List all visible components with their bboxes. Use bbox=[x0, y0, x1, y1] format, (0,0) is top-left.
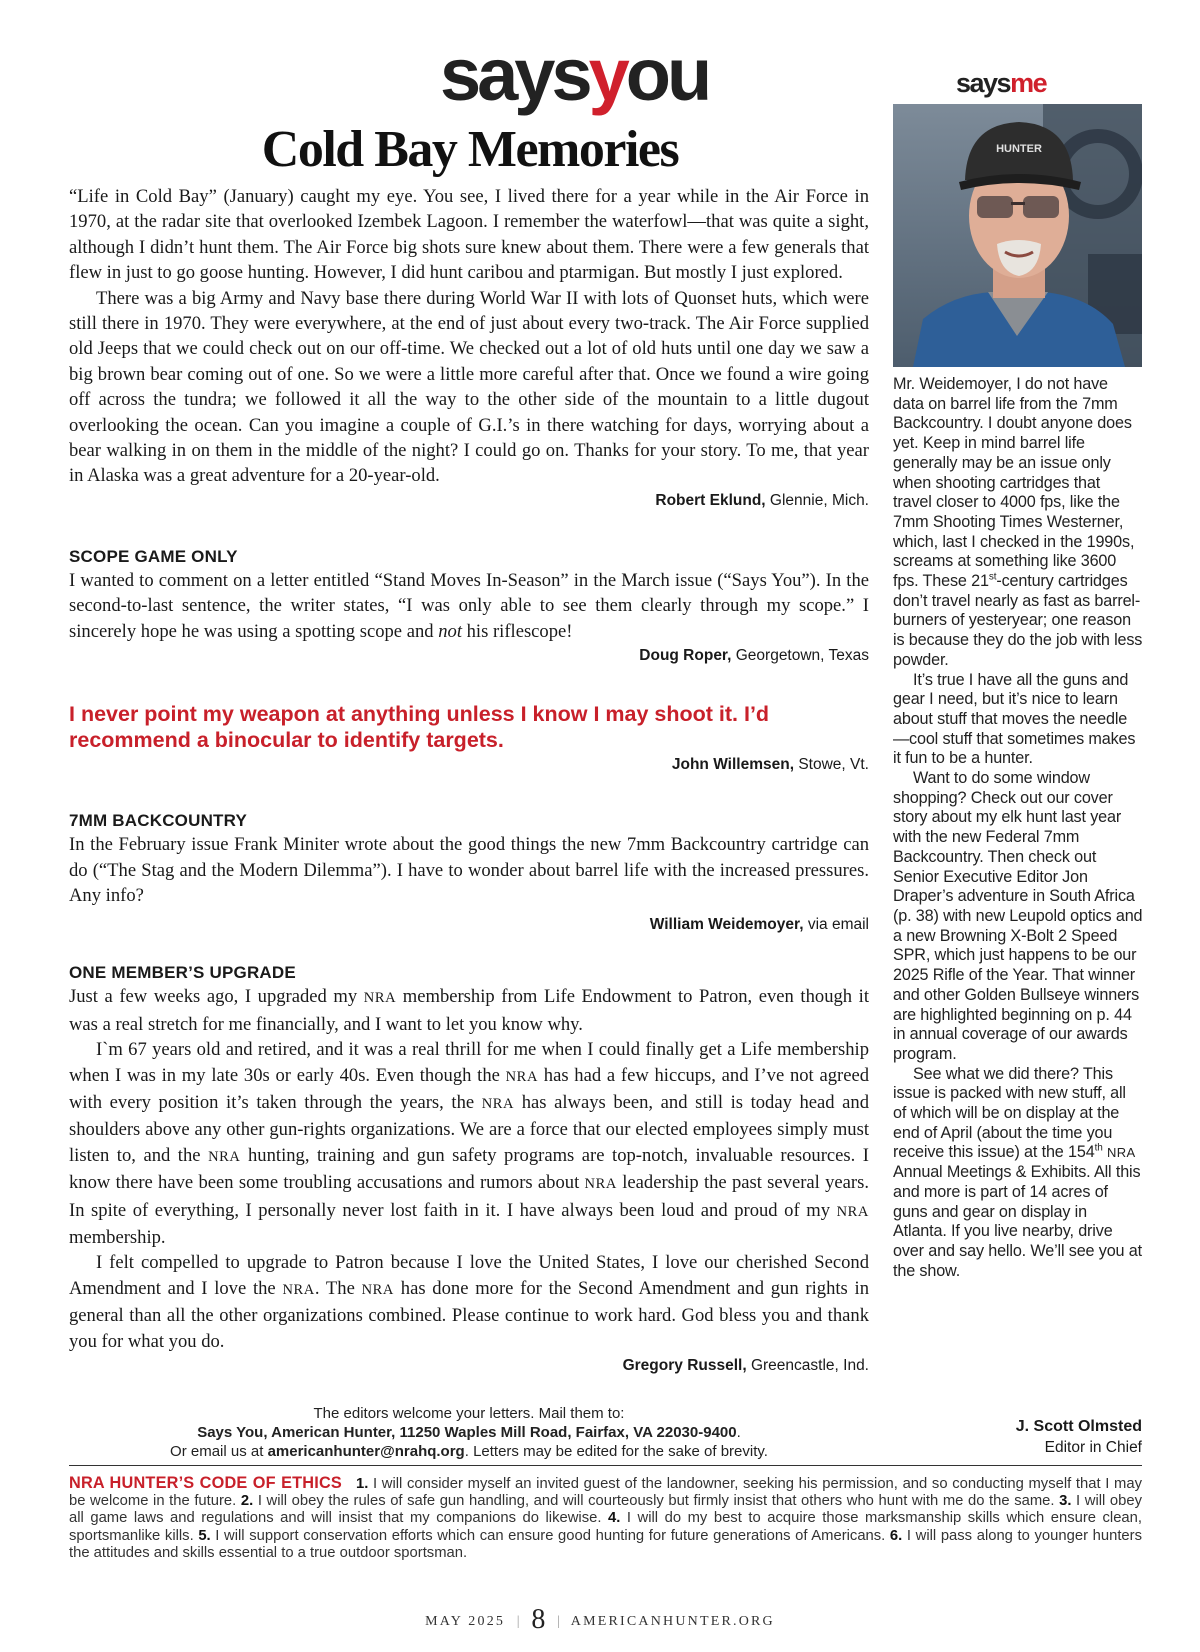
editor-paragraph: Want to do some window shopping? Check out our cover story about my elk hunt last year with the new Federal 7mm Backcountry. Then check out Senior Executive Editor Jon Draper’s adventure in South Africa (p. 38) with new Leupold optics and a new Browning X-Bolt 2 Speed SPR, which just happens to be our 2025 Rifle of the Year. That winner and other Golden Bullseye winners are highlighted beginning on p. 44 in annual coverage of our awards program. bbox=[893, 769, 1143, 1063]
editor-title: Editor in Chief bbox=[1044, 1439, 1142, 1456]
email-link[interactable]: americanhunter@nrahq.org bbox=[267, 1443, 465, 1460]
letter-paragraph: In the February issue Frank Miniter wrote about the good things the new 7mm Backcountry cartridge can do (“The Stag and the Modern Dilemma”). I have to wonder about barrel life with the increased pressures. Any info? bbox=[69, 834, 869, 906]
letter-paragraph: “Life in Cold Bay” (January) caught my eye. You see, I lived there for a year while in the Air Force in 1970, at the radar site that overlooked Izembek Lagoon. I remember the waterfowl—that was quite a sight, although I didn’t hunt them. The Air Force big shots sure knew about them. There were a few generals that flew in just to go goose hunting. However, I did hunt caribou and ptarmigan. But mostly I just explored. bbox=[69, 186, 869, 284]
letter-paragraph: I felt compelled to upgrade to Patron because I love the United States, I love our cherished Second Amendment and I love the NRA. The NRA has done more for the Second Amendment and gun rights in general than all the other organizations combined. Please continue to work hard. God bless you and thank you for what you do. bbox=[69, 1252, 869, 1352]
letter-signature: William Weidemoyer, via email bbox=[649, 916, 869, 934]
editor-paragraph: Mr. Weidemoyer, I do not have data on barrel life from the 7mm Backcountry. I doubt anyone does yet. Keep in mind barrel life generally may be an issue only when shooting cartridges that travel closer to 4000 fps, like the 7mm Shooting Times Westerner, which, last I checked in the 1990s, screams at something like 3600 fps. These 21st-century cartridges don’t travel nearly as fast as barrel-burners of yesteryear; one reason is because they do the job with less powder. bbox=[893, 375, 1143, 669]
letters-submission-info: The editors welcome your letters. Mail them to: Says You, American Hunter, 11250 Waples Mill Road, Fairfax, VA 22030-9400. Or email us at americanhunter@nrahq.org. Letters may be edited for the sake of brevity. bbox=[170, 1405, 768, 1460]
editor-portrait-image bbox=[893, 104, 1142, 367]
code-of-ethics: NRA HUNTER’S CODE OF ETHICS 1. I will consider myself an invited guest of the landowner, seeking his permission, and so conducting myself that I may be welcome in the future. 2. I will obey the rules of safe gun handling, and will courteously but firmly insist that others who hunt with me do the same. 3. I will obey all game laws and regulations and will insist that my companions do likewise. 4. I will do my best to acquire those marksmanship skills which ensure clean, sportsmanlike kills. 5. I will support conservation efforts which can ensure good hunting for future generations of Americans. 6. I will pass along to younger hunters the attitudes and skills essential to a true outdoor sportsman. bbox=[69, 1474, 1142, 1561]
divider bbox=[69, 1465, 1142, 1466]
website[interactable]: AMERICANHUNTER.ORG bbox=[570, 1614, 775, 1629]
says-me-logo: saysme bbox=[956, 68, 1047, 98]
letter-paragraph: Just a few weeks ago, I upgraded my NRA membership from Life Endowment to Patron, even though it was a real stretch for me financially, and I want to let you know why. bbox=[69, 986, 869, 1035]
letter-signature: Gregory Russell, Greencastle, Ind. bbox=[622, 1357, 869, 1374]
editor-signature bbox=[893, 1416, 1142, 1458]
section-heading: 7MM BACKCOUNTRY bbox=[69, 811, 248, 831]
page-footer: MAY 2025 | 8 | AMERICANHUNTER.ORG bbox=[425, 1604, 775, 1635]
editor-paragraph: It’s true I have all the guns and gear I need, but it’s nice to learn about stuff that moves the needle—cool stuff that sometimes makes it fun to be a hunter. bbox=[893, 670, 1136, 768]
letter-paragraph: I`m 67 years old and retired, and it was a real thrill for me when I could finally get a Life membership when I was in my late 30s or early 40s. Even though the NRA has had a few hiccups, and I’ve not agreed with every position it’s taken through the years, the NRA has always been, and still is today head and shoulders above any other gun-rights organizations. We are a force that our elected employees simply must listen to, and the NRA hunting, training and gun safety programs are top-notch, invaluable resources. I know there have been some troubling accusations and rumors about NRA leadership the past several years. In spite of everything, I personally never lost faith in it. I have always been loud and proud of my NRA membership. bbox=[69, 1039, 869, 1248]
says-you-logo: saysyou bbox=[440, 33, 709, 116]
pull-quote: I never point my weapon at anything unless I know I may shoot it. I’d recommend a binocular to identify targets. bbox=[69, 702, 770, 753]
editor-photo bbox=[893, 104, 1142, 367]
cap-logo-text: HUNTER bbox=[996, 143, 1042, 155]
letter-paragraph: I wanted to comment on a letter entitled “Stand Moves In-Season” in the March issue (“Says You”). In the second-to-last sentence, the writer states, “I was only able to see them clearly through my scope.” I sincerely hope he was using a spotting scope and not his riflescope! bbox=[69, 569, 869, 642]
editor-name: J. Scott Olmsted bbox=[1015, 1418, 1142, 1435]
ethics-heading: NRA HUNTER’S CODE OF ETHICS bbox=[69, 1474, 342, 1492]
page-number: 8 bbox=[531, 1604, 546, 1635]
section-heading: ONE MEMBER’S UPGRADE bbox=[69, 963, 296, 983]
letter-signature: Robert Eklund, Glennie, Mich. bbox=[655, 491, 869, 509]
editor-reply bbox=[893, 375, 1143, 1281]
letter-signature: Doug Roper, Georgetown, Texas bbox=[639, 647, 869, 665]
issue-date: MAY 2025 bbox=[425, 1614, 506, 1629]
letter-signature: John Willemsen, Stowe, Vt. bbox=[671, 756, 869, 774]
letters-column bbox=[69, 184, 869, 1377]
page-title: Cold Bay Memories bbox=[261, 121, 679, 178]
section-heading: SCOPE GAME ONLY bbox=[69, 546, 238, 566]
letter-paragraph: There was a big Army and Navy base there during World War II with lots of Quonset huts, which were still there in 1970. They were everywhere, at the end of just about every two-track. The Air Force supplied old Jeeps that we could check out on our off-time. We checked out a lot of old huts until one day we saw a big brown bear coming out of one. So we were a little more careful after that. Once we found a wire going off across the tundra; we followed it all the way to the other side of the mountain to a little dugout overlooking the ocean. Can you imagine a couple of G.I.’s in there watching for days, worrying about a bear walking in on them in the middle of the night? I could go on. Thanks for your story. To me, that year in Alaska was a great adventure for a 20-year-old. bbox=[69, 287, 869, 487]
editor-paragraph: See what we did there? This issue is packed with new stuff, all of which will be on display at the end of April (about the time you receive this issue) at the 154th NRA Annual Meetings & Exhibits. All this and more is part of 14 acres of guns and gear on display in Atlanta. If you live nearby, drive over and say hello. We’ll see you at the show. bbox=[893, 1064, 1142, 1280]
